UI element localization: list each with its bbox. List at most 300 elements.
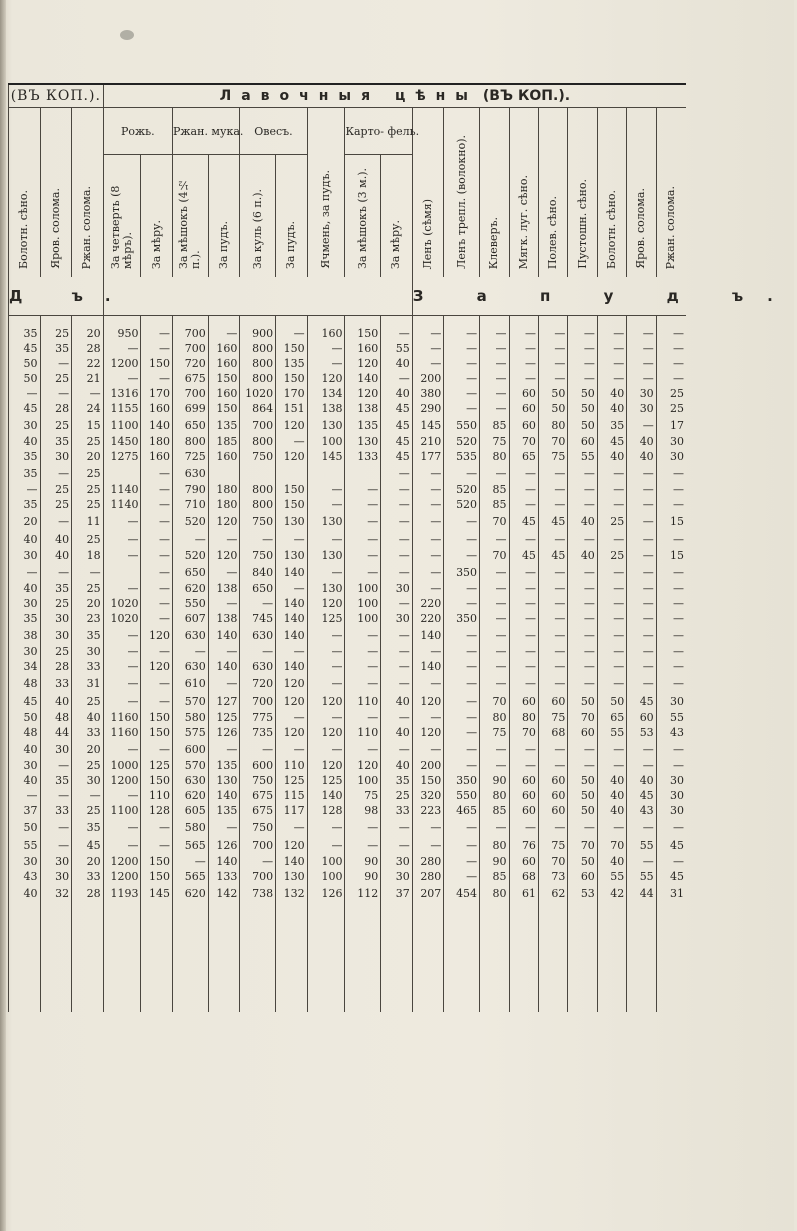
table-cell: 34 xyxy=(9,659,41,674)
col-header-0: Болотн. сѣно. xyxy=(9,108,41,278)
table-cell: 800 xyxy=(240,482,276,497)
table-cell: 40 xyxy=(40,692,72,710)
table-cell: 550 xyxy=(444,788,480,803)
table-cell xyxy=(307,464,345,482)
table-cell: — xyxy=(240,854,276,869)
table-row xyxy=(9,563,687,581)
table-cell: — xyxy=(627,674,656,692)
table-cell: — xyxy=(141,581,173,596)
table-cell: 675 xyxy=(240,803,276,818)
table-row xyxy=(9,386,687,401)
table-cell: — xyxy=(656,371,686,386)
table-cell: — xyxy=(307,563,345,581)
table-cell: — xyxy=(381,644,413,659)
table-row xyxy=(9,626,687,644)
table-cell: 80 xyxy=(480,449,509,464)
table-cell: — xyxy=(656,356,686,371)
table-cell: 60 xyxy=(509,788,538,803)
col-header-9: Ячмень, за пудъ. xyxy=(307,108,345,278)
table-cell: 73 xyxy=(538,869,567,884)
table-cell: 50 xyxy=(568,692,597,710)
table-cell: 28 xyxy=(72,884,104,902)
table-cell: 170 xyxy=(276,386,308,401)
table-cell: — xyxy=(9,482,41,497)
table-cell: 30 xyxy=(72,773,104,788)
table-cell: 50 xyxy=(538,401,567,416)
table-cell: 630 xyxy=(173,659,209,674)
table-cell: 21 xyxy=(72,371,104,386)
table-cell: — xyxy=(141,644,173,659)
table-cell: 30 xyxy=(40,869,72,884)
table-cell: — xyxy=(412,341,444,356)
table-cell: — xyxy=(597,581,626,596)
table-cell: 150 xyxy=(276,371,308,386)
table-cell: — xyxy=(345,644,381,659)
table-cell: 126 xyxy=(208,836,240,854)
table-cell: 565 xyxy=(173,836,209,854)
table-row xyxy=(9,644,687,659)
table-cell: 40 xyxy=(381,692,413,710)
table-cell: 150 xyxy=(276,497,308,512)
table-cell: — xyxy=(656,563,686,581)
table-cell: 630 xyxy=(173,773,209,788)
table-cell: 85 xyxy=(480,803,509,818)
table-cell: 55 xyxy=(597,725,626,740)
table-cell: — xyxy=(412,464,444,482)
table-cell: — xyxy=(509,482,538,497)
table-cell: — xyxy=(627,581,656,596)
table-cell: 120 xyxy=(276,674,308,692)
table-cell: — xyxy=(480,401,509,416)
table-cell: 33 xyxy=(40,803,72,818)
table-cell: 60 xyxy=(509,803,538,818)
col-header-5: За мѣшокъ (4½ п.). xyxy=(173,155,209,278)
table-cell: — xyxy=(9,563,41,581)
table-cell: 120 xyxy=(276,725,308,740)
table-cell: — xyxy=(509,563,538,581)
table-cell: 33 xyxy=(40,674,72,692)
table-cell: — xyxy=(480,818,509,836)
table-cell: — xyxy=(103,341,141,356)
table-cell: 55 xyxy=(656,710,686,725)
table-cell: 30 xyxy=(656,692,686,710)
table-cell: — xyxy=(627,854,656,869)
table-cell: — xyxy=(480,758,509,773)
table-cell: — xyxy=(538,356,567,371)
table-cell: 37 xyxy=(9,803,41,818)
table-cell: — xyxy=(40,836,72,854)
table-cell: 160 xyxy=(141,449,173,464)
table-cell: 750 xyxy=(240,773,276,788)
table-row xyxy=(9,788,687,803)
table-cell: — xyxy=(509,371,538,386)
table-cell: 1160 xyxy=(103,710,141,725)
table-cell: 35 xyxy=(9,464,41,482)
table-cell: 675 xyxy=(173,371,209,386)
table-cell: 40 xyxy=(9,884,41,902)
table-cell: 145 xyxy=(412,416,444,434)
table-cell: — xyxy=(276,710,308,725)
table-cell: — xyxy=(40,788,72,803)
table-cell: 700 xyxy=(173,386,209,401)
table-cell: — xyxy=(103,659,141,674)
table-cell: 33 xyxy=(72,725,104,740)
table-cell: 70 xyxy=(538,434,567,449)
table-cell: — xyxy=(444,869,480,884)
table-cell: 150 xyxy=(141,869,173,884)
table-spacer-row xyxy=(9,316,687,327)
table-cell: — xyxy=(444,581,480,596)
table-cell: — xyxy=(307,626,345,644)
table-cell: 75 xyxy=(538,710,567,725)
table-cell: 110 xyxy=(276,758,308,773)
table-cell: 60 xyxy=(509,854,538,869)
table-cell: 620 xyxy=(173,788,209,803)
table-cell: — xyxy=(345,626,381,644)
table-cell: 180 xyxy=(141,434,173,449)
table-cell: 68 xyxy=(538,725,567,740)
col-header-7: За куль (6 п.). xyxy=(240,155,276,278)
table-cell: — xyxy=(480,581,509,596)
table-cell: 60 xyxy=(568,869,597,884)
table-cell: 605 xyxy=(173,803,209,818)
col-header-13: Ленъ трепл. (волокно). xyxy=(444,108,480,278)
table-cell: 127 xyxy=(208,692,240,710)
table-cell: 130 xyxy=(345,434,381,449)
table-cell: 790 xyxy=(173,482,209,497)
table-cell: — xyxy=(444,740,480,758)
table-cell: — xyxy=(40,563,72,581)
price-table-body xyxy=(9,316,687,1013)
table-cell: — xyxy=(412,530,444,548)
table-row xyxy=(9,869,687,884)
group-oves: Овесъ. xyxy=(240,108,307,155)
table-cell: 630 xyxy=(240,626,276,644)
table-cell: 150 xyxy=(276,482,308,497)
table-cell: — xyxy=(627,644,656,659)
table-cell: 800 xyxy=(240,341,276,356)
table-cell: — xyxy=(444,356,480,371)
table-cell: — xyxy=(480,659,509,674)
table-cell: — xyxy=(307,497,345,512)
table-cell: — xyxy=(538,326,567,341)
table-cell: 35 xyxy=(9,497,41,512)
table-cell: 1316 xyxy=(103,386,141,401)
table-row xyxy=(9,581,687,596)
table-cell: — xyxy=(103,692,141,710)
table-cell: 150 xyxy=(141,710,173,725)
table-cell: — xyxy=(509,674,538,692)
table-cell: 28 xyxy=(40,401,72,416)
table-cell: — xyxy=(381,659,413,674)
table-cell: 133 xyxy=(208,869,240,884)
table-cell: 120 xyxy=(307,692,345,710)
table-cell: 520 xyxy=(173,512,209,530)
table-cell: 40 xyxy=(381,758,413,773)
table-cell: 535 xyxy=(444,449,480,464)
table-cell: — xyxy=(480,356,509,371)
table-cell: — xyxy=(509,758,538,773)
table-cell: 150 xyxy=(141,356,173,371)
table-cell: — xyxy=(597,371,626,386)
col-header-16: Полев. сѣно. xyxy=(538,108,567,278)
table-cell: 25 xyxy=(72,464,104,482)
table-cell: 22 xyxy=(72,356,104,371)
table-cell: 1100 xyxy=(103,803,141,818)
table-cell: — xyxy=(276,434,308,449)
table-row xyxy=(9,659,687,674)
table-cell: — xyxy=(480,341,509,356)
table-cell: 140 xyxy=(276,563,308,581)
table-cell: — xyxy=(141,371,173,386)
table-cell: — xyxy=(345,674,381,692)
table-cell: — xyxy=(412,563,444,581)
table-cell: — xyxy=(307,530,345,548)
table-cell: 130 xyxy=(276,548,308,563)
table-cell: 25 xyxy=(656,401,686,416)
table-cell: 70 xyxy=(480,548,509,563)
table-cell: 45 xyxy=(538,548,567,563)
table-cell: 110 xyxy=(141,788,173,803)
table-cell: 120 xyxy=(345,386,381,401)
table-cell: 55 xyxy=(568,449,597,464)
table-cell: — xyxy=(627,563,656,581)
table-cell: 40 xyxy=(381,725,413,740)
table-cell: 454 xyxy=(444,884,480,902)
table-cell: 45 xyxy=(597,434,626,449)
table-cell: 140 xyxy=(208,626,240,644)
table-cell: 280 xyxy=(412,869,444,884)
table-cell: 520 xyxy=(444,434,480,449)
table-cell: — xyxy=(103,581,141,596)
table-cell: 43 xyxy=(656,725,686,740)
table-cell: 140 xyxy=(141,416,173,434)
table-cell: 25 xyxy=(381,788,413,803)
table-cell: — xyxy=(509,626,538,644)
table-cell: 570 xyxy=(173,692,209,710)
table-cell: — xyxy=(480,326,509,341)
table-cell: 30 xyxy=(40,854,72,869)
table-cell: — xyxy=(444,596,480,611)
table-cell: — xyxy=(103,740,141,758)
table-cell: 30 xyxy=(9,758,41,773)
table-cell: 130 xyxy=(307,548,345,563)
table-cell: 25 xyxy=(40,371,72,386)
table-cell: — xyxy=(444,644,480,659)
table-cell: 840 xyxy=(240,563,276,581)
table-cell: 1140 xyxy=(103,482,141,497)
table-cell: 607 xyxy=(173,611,209,626)
table-cell: 1450 xyxy=(103,434,141,449)
table-cell: 630 xyxy=(173,626,209,644)
table-cell: — xyxy=(538,371,567,386)
table-cell: 25 xyxy=(597,512,626,530)
price-table-wrapper xyxy=(8,83,797,1012)
table-cell: 700 xyxy=(240,416,276,434)
table-cell: 90 xyxy=(345,854,381,869)
table-cell: — xyxy=(480,371,509,386)
table-cell: — xyxy=(509,611,538,626)
table-cell: — xyxy=(509,530,538,548)
table-cell: 40 xyxy=(9,773,41,788)
table-cell: — xyxy=(141,563,173,581)
ink-smudge xyxy=(120,30,134,40)
table-cell: 140 xyxy=(412,659,444,674)
table-cell: — xyxy=(381,497,413,512)
table-cell: 750 xyxy=(240,818,276,836)
table-cell: — xyxy=(307,740,345,758)
table-cell: 18 xyxy=(72,548,104,563)
table-cell: 128 xyxy=(141,803,173,818)
table-cell: 25 xyxy=(40,497,72,512)
header-main-title-text: Лавочныя цѣны xyxy=(219,88,478,104)
table-cell: — xyxy=(627,740,656,758)
table-cell: 55 xyxy=(627,836,656,854)
table-cell: — xyxy=(381,836,413,854)
table-row xyxy=(9,725,687,740)
table-cell: — xyxy=(412,512,444,530)
table-cell: — xyxy=(538,674,567,692)
table-cell: — xyxy=(444,371,480,386)
table-cell: 130 xyxy=(307,512,345,530)
table-cell: — xyxy=(597,482,626,497)
table-cell: 140 xyxy=(307,788,345,803)
table-cell: — xyxy=(627,464,656,482)
table-cell: 675 xyxy=(240,788,276,803)
table-cell: 150 xyxy=(208,371,240,386)
table-cell: 50 xyxy=(568,386,597,401)
table-cell: 630 xyxy=(173,464,209,482)
table-cell: 85 xyxy=(480,869,509,884)
table-cell: — xyxy=(656,626,686,644)
table-cell: — xyxy=(141,497,173,512)
table-cell: 24 xyxy=(72,401,104,416)
table-cell: 40 xyxy=(627,773,656,788)
table-cell: 25 xyxy=(656,386,686,401)
table-row xyxy=(9,710,687,725)
table-cell: — xyxy=(509,356,538,371)
table-cell: 23 xyxy=(72,611,104,626)
table-cell: 699 xyxy=(173,401,209,416)
table-cell: — xyxy=(141,464,173,482)
table-cell: 15 xyxy=(656,512,686,530)
table-cell: 160 xyxy=(141,401,173,416)
table-cell: 60 xyxy=(568,434,597,449)
table-cell: 200 xyxy=(412,371,444,386)
table-cell: 35 xyxy=(9,326,41,341)
table-cell: 30 xyxy=(40,626,72,644)
table-cell: 320 xyxy=(412,788,444,803)
table-cell: 30 xyxy=(627,386,656,401)
table-cell: — xyxy=(444,818,480,836)
table-cell: 120 xyxy=(412,692,444,710)
table-cell: — xyxy=(345,659,381,674)
table-cell: 20 xyxy=(9,512,41,530)
table-cell: 50 xyxy=(9,371,41,386)
table-cell: 145 xyxy=(141,884,173,902)
table-cell: — xyxy=(381,674,413,692)
table-cell: 160 xyxy=(345,341,381,356)
table-cell: 30 xyxy=(9,416,41,434)
table-cell: — xyxy=(597,356,626,371)
table-cell: 550 xyxy=(173,596,209,611)
table-cell: 350 xyxy=(444,773,480,788)
table-cell: — xyxy=(9,386,41,401)
table-cell: — xyxy=(412,356,444,371)
table-cell: — xyxy=(538,482,567,497)
table-cell: 30 xyxy=(9,548,41,563)
table-cell: — xyxy=(568,644,597,659)
table-row xyxy=(9,371,687,386)
table-cell: — xyxy=(538,596,567,611)
table-cell: — xyxy=(141,674,173,692)
table-cell: — xyxy=(627,326,656,341)
table-cell: 700 xyxy=(240,869,276,884)
table-cell: — xyxy=(412,482,444,497)
table-cell: — xyxy=(509,818,538,836)
table-cell: 135 xyxy=(208,758,240,773)
table-cell: 1200 xyxy=(103,356,141,371)
table-cell: — xyxy=(307,836,345,854)
table-cell: — xyxy=(345,548,381,563)
table-cell: — xyxy=(538,758,567,773)
table-cell: 50 xyxy=(568,416,597,434)
table-cell: — xyxy=(627,548,656,563)
table-cell: 125 xyxy=(307,611,345,626)
table-cell: — xyxy=(173,644,209,659)
table-cell: — xyxy=(568,596,597,611)
table-cell: 30 xyxy=(9,854,41,869)
table-cell: — xyxy=(480,740,509,758)
table-cell: 60 xyxy=(509,401,538,416)
table-cell: 60 xyxy=(627,710,656,725)
table-cell: 60 xyxy=(509,386,538,401)
table-cell: — xyxy=(656,740,686,758)
table-cell: — xyxy=(40,758,72,773)
table-cell: 160 xyxy=(208,386,240,401)
header-left-title: (ВЪ КОП.). xyxy=(9,84,104,108)
table-row xyxy=(9,803,687,818)
table-cell: 1200 xyxy=(103,773,141,788)
table-cell: 50 xyxy=(538,386,567,401)
table-cell: 750 xyxy=(240,449,276,464)
table-cell: 775 xyxy=(240,710,276,725)
table-cell: 140 xyxy=(276,659,308,674)
table-cell: 50 xyxy=(568,773,597,788)
table-cell: 800 xyxy=(173,434,209,449)
table-cell: 140 xyxy=(208,659,240,674)
table-cell: 80 xyxy=(538,416,567,434)
table-cell: — xyxy=(103,788,141,803)
table-cell: — xyxy=(656,530,686,548)
table-cell: — xyxy=(381,818,413,836)
table-cell: — xyxy=(597,341,626,356)
table-cell: 120 xyxy=(208,548,240,563)
table-cell: 140 xyxy=(276,596,308,611)
table-cell: 160 xyxy=(208,341,240,356)
table-cell: 70 xyxy=(568,836,597,854)
table-cell: — xyxy=(307,674,345,692)
table-cell: 43 xyxy=(9,869,41,884)
table-cell: 53 xyxy=(627,725,656,740)
table-cell: — xyxy=(480,626,509,644)
table-cell: — xyxy=(597,659,626,674)
table-cell: — xyxy=(538,563,567,581)
table-cell: — xyxy=(381,512,413,530)
table-cell: — xyxy=(412,710,444,725)
table-cell: — xyxy=(568,371,597,386)
table-cell: — xyxy=(538,464,567,482)
